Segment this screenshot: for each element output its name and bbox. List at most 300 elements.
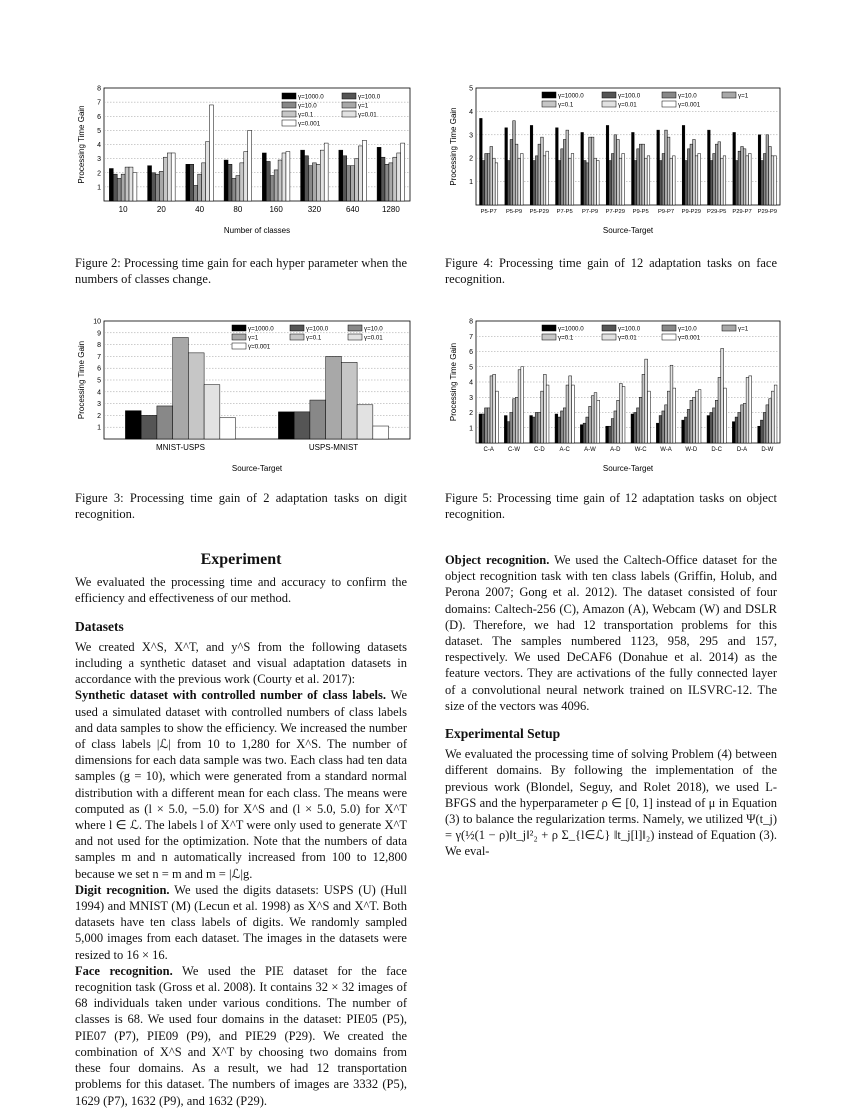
legend-swatch <box>662 92 676 98</box>
x-tick-label: P7-P9 <box>581 209 599 215</box>
bar <box>718 377 721 443</box>
x-tick-label: D-A <box>736 447 748 453</box>
bar <box>662 411 665 443</box>
bar <box>518 370 521 443</box>
figure-5-caption: Figure 5: Processing time gain of 12 adaptation tasks on object recognition. <box>445 491 777 521</box>
bar <box>515 397 518 443</box>
x-tick-label: W-A <box>660 447 672 453</box>
bar <box>771 156 774 205</box>
x-tick-label: 160 <box>269 205 283 214</box>
bar <box>608 426 611 443</box>
bar <box>373 426 389 439</box>
y-tick-label: 2 <box>97 170 101 178</box>
bar <box>496 391 499 443</box>
bar <box>687 149 690 205</box>
y-axis-label: Processing Time Gain <box>449 107 458 186</box>
bar <box>485 408 488 443</box>
bar <box>188 353 204 439</box>
bar <box>645 158 648 205</box>
bar <box>769 399 772 443</box>
y-tick-label: 8 <box>469 318 473 326</box>
bar <box>163 157 167 201</box>
digit-label: Digit recognition. <box>75 882 170 897</box>
bar <box>556 128 559 205</box>
bar <box>209 105 213 201</box>
legend-swatch <box>602 334 616 340</box>
bar <box>684 417 687 443</box>
bar <box>541 391 544 443</box>
x-axis-label: Source-Target <box>231 464 283 473</box>
bar <box>698 154 701 205</box>
bar <box>569 376 572 443</box>
bar <box>186 164 190 201</box>
x-tick-label: P5-P29 <box>529 209 550 215</box>
bar <box>761 161 764 205</box>
bar <box>583 423 586 443</box>
bar <box>129 167 133 201</box>
bar <box>286 152 290 201</box>
bar <box>760 420 763 443</box>
right-column <box>445 552 777 860</box>
legend-swatch <box>602 101 616 107</box>
x-tick-label: P9-P7 <box>657 209 675 215</box>
y-tick-label: 1 <box>97 184 101 192</box>
legend-label: γ=0.1 <box>558 101 574 109</box>
bar <box>487 154 490 205</box>
bar <box>774 156 777 205</box>
bar <box>631 414 634 443</box>
section-title: Experiment <box>200 551 282 568</box>
legend-label: γ=100.0 <box>358 93 381 101</box>
y-tick-label: 7 <box>97 99 101 107</box>
face-label: Face recognition. <box>75 963 173 978</box>
bar <box>558 161 561 205</box>
bar <box>774 385 777 443</box>
legend-label: γ=1000.0 <box>248 325 274 333</box>
y-axis-label: Processing Time Gain <box>77 340 86 420</box>
bar <box>673 156 676 205</box>
bar <box>695 391 698 443</box>
bar <box>667 391 670 443</box>
bar <box>665 130 668 205</box>
bar <box>769 147 772 206</box>
bar <box>735 161 738 205</box>
legend-swatch <box>542 92 556 98</box>
y-tick-label: 3 <box>469 394 473 402</box>
y-tick-label: 7 <box>97 353 101 361</box>
bar <box>738 413 741 444</box>
bar <box>244 152 248 201</box>
bar <box>670 158 673 205</box>
bar <box>749 376 752 443</box>
bar <box>682 125 685 205</box>
figure-4-svg <box>446 80 786 235</box>
bar <box>157 406 173 439</box>
bar <box>743 149 746 205</box>
bar <box>713 408 716 443</box>
bar <box>569 158 572 205</box>
legend-swatch <box>342 93 356 99</box>
bar <box>687 409 690 443</box>
legend-label: γ=100.0 <box>618 325 641 333</box>
bar <box>771 391 774 443</box>
bar <box>389 163 393 201</box>
bar <box>693 139 696 205</box>
legend-label: γ=10.0 <box>364 325 383 333</box>
datasets-paragraph: We created X^S, X^T, and y^S from the following datasets including a synthetic dataset and visual adaptation datasets in accordance with the previous work (Courty et al. 2017): <box>75 639 407 687</box>
bar <box>206 142 210 201</box>
digit-text: We used the digits datasets: USPS (U) (Hull 1994) and MNIST (M) (Lecun et al. 1998) as X^S and X^T. Both datasets have ten class labels of digits. We randomly sampled 5,000 images from each dataset. The images in the datasets were resized to 16 × 16. <box>75 882 407 962</box>
bar <box>617 139 620 205</box>
legend-label: γ=1 <box>738 325 749 333</box>
bar <box>377 147 381 201</box>
bar <box>133 173 137 201</box>
bar <box>351 166 355 201</box>
bar <box>278 160 282 201</box>
legend-swatch <box>542 325 556 331</box>
x-tick-label: C-A <box>483 447 494 453</box>
bar <box>566 385 569 443</box>
legend-swatch <box>348 325 362 331</box>
bar <box>493 374 496 443</box>
bar <box>566 130 569 205</box>
x-tick-label: P29-P7 <box>732 209 752 215</box>
bar <box>637 149 640 205</box>
y-tick-label: 3 <box>469 132 473 140</box>
bar <box>316 164 320 201</box>
bar <box>339 150 343 201</box>
bar <box>543 374 546 443</box>
x-tick-label: W-C <box>634 447 647 453</box>
bar <box>357 405 373 439</box>
bar <box>682 420 685 443</box>
bar <box>532 417 535 443</box>
bar <box>202 163 206 201</box>
y-tick-label: 1 <box>469 425 473 433</box>
legend-label: γ=10.0 <box>678 92 697 100</box>
y-tick-label: 2 <box>469 155 473 163</box>
bar <box>541 137 544 205</box>
bar <box>198 174 202 201</box>
bar <box>513 399 516 443</box>
bar <box>518 158 521 205</box>
x-tick-label: 640 <box>345 205 360 214</box>
figure-2-caption: Figure 2: Processing time gain for each hyper parameter when the numbers of classes change. <box>75 256 407 286</box>
face-text-start: We used the PIE dataset for the face recognition task (Gross et al. 2008). It contains 32 × 32 images of 68 individuals taken under various conditions. The number of classes is 68. We used four domains in the dataset: PIE05 (P5), PIE07 (P7), PIE09 (P9), and PIE29 (P29). We created the combination of X^S and X^T by choosing two domains from these four domains. As a result, we had 12 transportation problems for this dataset. The numbers of images are 3332 (P5), 1629 (P7), 1632 (P9), and 1632 (P29). <box>75 963 407 1108</box>
legend-label: γ=0.01 <box>618 334 637 342</box>
legend-swatch <box>232 343 246 349</box>
bar <box>732 422 735 443</box>
bar <box>723 156 726 205</box>
bar <box>495 163 498 205</box>
figure-5-chart <box>446 313 786 473</box>
legend-label: γ=0.001 <box>678 101 701 109</box>
bar <box>673 388 676 443</box>
bar <box>558 417 561 443</box>
bar <box>617 400 620 443</box>
legend-swatch <box>282 93 296 99</box>
y-tick-label: 5 <box>469 364 473 372</box>
legend-swatch <box>602 325 616 331</box>
bar <box>571 154 574 205</box>
legend-swatch <box>602 92 616 98</box>
x-axis-label: Source-Target <box>602 464 654 473</box>
bar <box>637 408 640 443</box>
legend-label: γ=10.0 <box>298 102 317 110</box>
bar <box>622 154 625 205</box>
bar <box>393 157 397 201</box>
bar <box>583 161 586 205</box>
bar <box>480 118 483 205</box>
x-tick-label: P29-P5 <box>706 209 727 215</box>
legend-swatch <box>290 334 304 340</box>
setup-paragraph: We evaluated the processing time of solving Problem (4) between different domains. By following the implementation of the previous work (Blondel, Seguy, and Rolet 2018), we used L-BFGS and the hyperparameter ρ ∈ [0, 1] instead of μ in Equation (3) to balance the regularization terms. Namely, we utilized Ψ(t_j) = γ(½(1 − ρ)‖t_j‖²₂ + ρ Σ_{l∈ℒ} ‖t_j[l]‖₂) instead of Equation (3). We eval- <box>445 747 777 859</box>
legend-label: γ=0.001 <box>298 120 321 128</box>
bar <box>490 376 493 443</box>
figure-5-svg <box>446 313 786 473</box>
x-axis-label: Number of classes <box>223 226 291 235</box>
x-tick-label: C-W <box>508 447 520 453</box>
legend-label: γ=1 <box>248 334 259 342</box>
bar <box>401 143 405 201</box>
y-tick-label: 8 <box>97 342 101 350</box>
legend-label: γ=1000.0 <box>558 92 584 100</box>
y-tick-label: 8 <box>97 85 101 93</box>
x-tick-label: D-W <box>761 447 774 453</box>
bar <box>490 147 493 206</box>
x-tick-label: 40 <box>195 205 205 214</box>
bar <box>733 132 736 205</box>
bar <box>614 411 617 443</box>
x-tick-label: P9-P29 <box>681 209 702 215</box>
bar <box>657 130 660 205</box>
bar <box>282 153 286 201</box>
y-tick-label: 9 <box>97 330 101 338</box>
bar <box>270 176 274 201</box>
x-tick-label: A-C <box>559 447 570 453</box>
bar <box>741 147 744 206</box>
bar <box>109 169 113 201</box>
legend-swatch <box>342 102 356 108</box>
bar <box>510 139 513 205</box>
bar <box>662 154 665 205</box>
bar <box>538 144 541 205</box>
bar <box>619 384 622 443</box>
x-tick-label: A-W <box>584 447 596 453</box>
bar <box>504 416 507 443</box>
bar <box>766 135 769 205</box>
y-tick-label: 5 <box>97 377 101 385</box>
bar <box>597 400 600 443</box>
bar <box>580 425 583 443</box>
bar <box>546 385 549 443</box>
y-tick-label: 6 <box>97 113 101 121</box>
x-tick-label: 320 <box>307 205 322 214</box>
bar <box>152 173 156 201</box>
x-tick-label: A-D <box>610 447 621 453</box>
bar <box>220 418 236 439</box>
bar <box>665 405 668 443</box>
x-tick-label: P9-P5 <box>632 209 649 215</box>
bar <box>555 414 558 443</box>
bar <box>240 163 244 201</box>
x-tick-label: 10 <box>118 205 128 214</box>
bar <box>521 154 524 205</box>
bar <box>581 132 584 205</box>
legend-label: γ=100.0 <box>306 325 329 333</box>
legend-label: γ=100.0 <box>618 92 641 100</box>
bar <box>606 426 609 443</box>
bar <box>236 176 240 201</box>
bar <box>572 385 575 443</box>
bar <box>482 414 485 443</box>
legend-label: γ=1 <box>358 102 369 110</box>
legend-label: γ=10.0 <box>678 325 697 333</box>
bar <box>167 153 171 201</box>
bar <box>763 413 766 444</box>
bar <box>715 400 718 443</box>
bar <box>690 400 693 443</box>
bar <box>609 161 612 205</box>
bar <box>507 422 510 443</box>
object-text: We used the Caltech-Office dataset for the object recognition task with ten class labels (Griffin, Holub, and Perona 2007; Gong et al. 2012). The dataset consisted of four domains: Caltech-256 (C), Amazon (A), Webcam (W) and DSLR (D). Therefore, we had 12 transportation problems for this dataset. The samples numbered 1123, 958, 295 and 157, respectively. We used DeCAF6 (Donahue et al. 2014) as the feature vectors. They are activations of the fully connected layer of a convolutional neural network trained on ILSVRC-12. The size of the vectors was 4096. <box>445 553 778 713</box>
bar <box>505 128 508 205</box>
bar <box>708 130 711 205</box>
bar <box>589 137 592 205</box>
bar <box>642 144 645 205</box>
legend-swatch <box>282 102 296 108</box>
bar <box>347 166 351 201</box>
bar <box>535 413 538 444</box>
bar <box>493 158 496 205</box>
legend-swatch <box>722 325 736 331</box>
bar <box>715 144 718 205</box>
y-tick-label: 1 <box>469 179 473 187</box>
x-tick-label: D-C <box>711 447 723 453</box>
bar <box>586 417 589 443</box>
object-label: Object recognition. <box>445 553 550 567</box>
bar <box>698 390 701 443</box>
legend-swatch <box>722 92 736 98</box>
bar <box>228 164 232 201</box>
face-paragraph-start <box>75 963 407 1109</box>
bar <box>148 166 152 201</box>
legend-label: γ=0.1 <box>306 334 322 342</box>
legend-label: γ=0.01 <box>364 334 383 342</box>
bar <box>591 137 594 205</box>
legend-swatch <box>542 101 556 107</box>
bar <box>758 135 761 205</box>
bar <box>515 144 518 205</box>
bar <box>634 413 637 444</box>
bar <box>482 161 485 205</box>
bar <box>563 408 566 443</box>
bar <box>713 154 716 205</box>
legend-swatch <box>662 334 676 340</box>
bar <box>301 150 305 201</box>
bar <box>642 374 645 443</box>
bar <box>707 416 710 443</box>
bar <box>262 153 266 201</box>
bar <box>659 416 662 443</box>
bar <box>535 156 538 205</box>
synthetic-label: Synthetic dataset with controlled number of class labels. <box>75 688 386 703</box>
y-tick-label: 10 <box>93 318 101 326</box>
bar <box>561 411 564 443</box>
bar <box>563 139 566 205</box>
y-tick-label: 6 <box>469 349 473 356</box>
bar <box>710 413 713 444</box>
bar <box>278 412 294 439</box>
bar <box>324 143 328 201</box>
bar <box>763 154 766 205</box>
bar <box>645 359 648 443</box>
bar <box>685 161 688 205</box>
bar <box>487 408 490 443</box>
y-tick-label: 5 <box>469 85 473 93</box>
bar <box>614 135 617 205</box>
legend-swatch <box>662 101 676 107</box>
y-axis-label: Processing Time Gain <box>449 342 458 422</box>
bar <box>312 163 316 201</box>
bar <box>597 161 600 205</box>
bar <box>758 426 761 443</box>
bar <box>690 144 693 205</box>
experiment-intro: We evaluated the processing time and accuracy to confirm the efficiency and effectiveness of our method. <box>75 575 407 606</box>
x-tick-label: P5-P9 <box>505 209 523 215</box>
bar <box>274 170 278 201</box>
bar <box>310 400 326 439</box>
y-tick-label: 4 <box>469 379 473 387</box>
bar <box>117 178 121 201</box>
legend-label: γ=1000.0 <box>558 325 584 333</box>
bar <box>693 397 696 443</box>
x-tick-label: P7-P29 <box>605 209 626 215</box>
x-tick-label: MNIST-USPS <box>156 443 205 452</box>
bar <box>224 160 228 201</box>
bar <box>381 157 385 201</box>
figure-2-svg <box>74 80 414 235</box>
bar <box>355 159 359 201</box>
x-tick-label: 20 <box>156 205 166 214</box>
legend-swatch <box>282 111 296 117</box>
figure-2-chart <box>74 80 414 235</box>
bar <box>125 411 141 439</box>
y-tick-label: 3 <box>97 401 101 409</box>
bar <box>294 412 310 439</box>
datasets-heading: Datasets <box>75 618 124 634</box>
bar <box>591 396 594 443</box>
legend-swatch <box>348 334 362 340</box>
bar <box>159 171 163 201</box>
bar <box>538 413 541 444</box>
bar <box>266 161 270 201</box>
bar <box>561 149 564 205</box>
bar <box>741 405 744 443</box>
bar <box>479 414 482 443</box>
bar <box>155 174 159 201</box>
y-tick-label: 3 <box>97 156 101 164</box>
figure-4-chart <box>446 80 786 235</box>
bar <box>738 151 741 205</box>
bar <box>113 174 117 201</box>
bar <box>320 150 324 201</box>
bar <box>204 385 220 439</box>
legend-label: γ=0.1 <box>558 334 574 342</box>
bar <box>521 367 524 443</box>
x-tick-label: P5-P7 <box>480 209 497 215</box>
bar <box>695 156 698 205</box>
